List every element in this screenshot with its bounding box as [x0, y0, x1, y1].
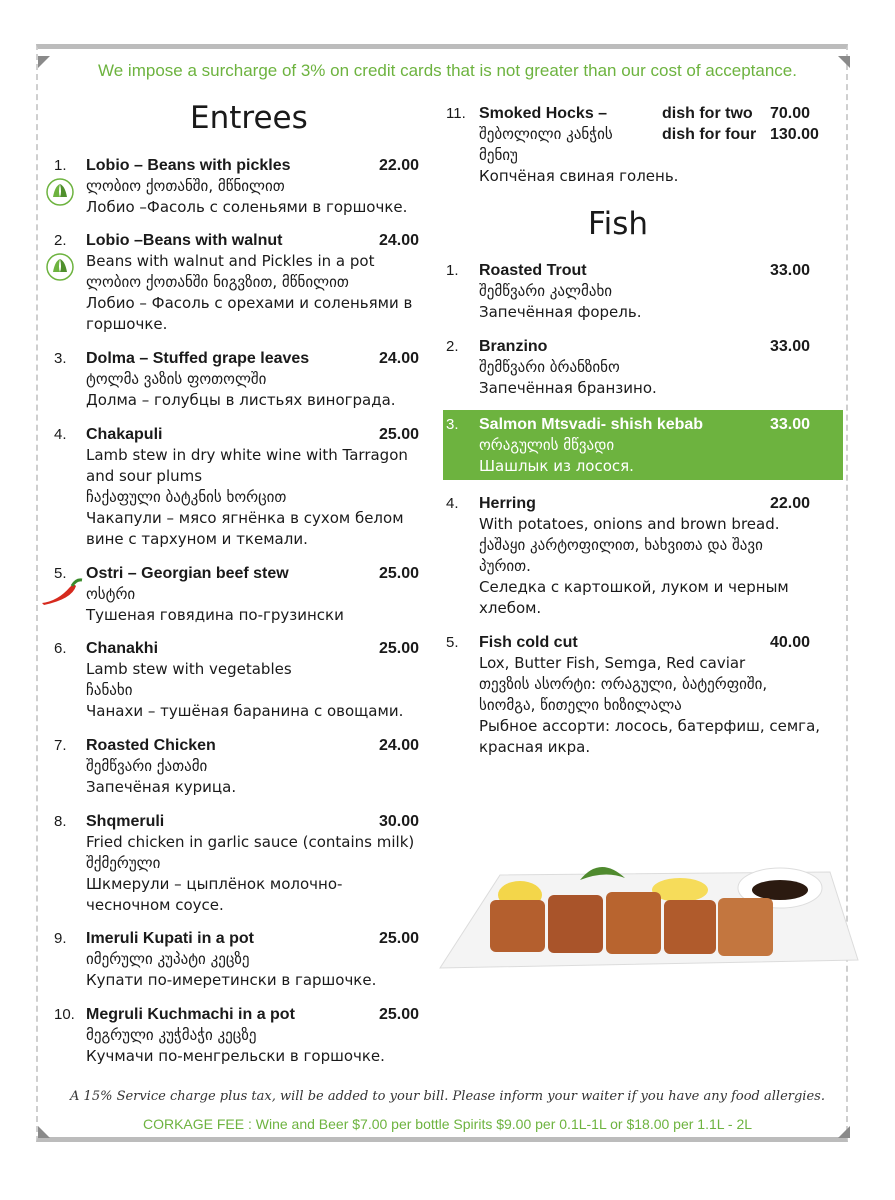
item-line: красная икра.	[479, 738, 591, 756]
item-price: 25.00	[379, 426, 420, 443]
item-price: 24.00	[379, 350, 420, 367]
item-line: ტოლმა ვაზის ფოთოლში	[86, 370, 267, 388]
item-name: Chanakhi	[86, 640, 159, 657]
item-number: 7.	[54, 737, 67, 754]
item-line: ლობიო ქოთანში ნიგვზით, მწნილით	[86, 273, 349, 291]
item-number: 5.	[446, 634, 459, 651]
corkage-fee-note: CORKAGE FEE : Wine and Beer $7.00 per bottle Spirits $9.00 per 0.1L-1L or $18.00 per 1.1L - 2L	[142, 1116, 753, 1132]
item-line: Рыбное ассорти: лосось, батерфиш, семга,	[479, 717, 821, 735]
item-price: 130.00	[770, 126, 819, 143]
item-name: Salmon Mtsvadi- shish kebab	[479, 416, 704, 433]
item-line: ქაშაყი კარტოფილით, ხახვითა და შავი	[479, 536, 763, 554]
option-dish-for-two: dish for two	[662, 105, 753, 122]
item-name: Chakapuli	[86, 426, 163, 443]
fish-title: Fish	[588, 206, 648, 242]
item-line: Лобио – Фасоль с орехами и соленьями в	[86, 294, 413, 312]
item-line: Кучмачи по-менгрельски в горшочке.	[86, 1047, 385, 1065]
item-line: Шкмерули – цыплёнок молочно-	[86, 875, 343, 893]
item-line: Beans with walnut and Pickles in a pot	[86, 252, 375, 270]
item-price: 70.00	[770, 105, 811, 122]
item-line: Купати по-имеретински в гаршочке.	[86, 971, 377, 989]
surcharge-notice: We impose a surcharge of 3% on credit cards that is not greater than our cost of acceptance.	[98, 61, 797, 80]
item-price: 40.00	[770, 634, 811, 651]
item-name: Megruli Kuchmachi in a pot	[86, 1006, 295, 1023]
item-line: პურით.	[479, 557, 531, 575]
item-line: შემწვარი ბრანზინო	[479, 358, 620, 376]
item-name: Herring	[479, 495, 536, 512]
item-name: Fish cold cut	[479, 634, 578, 651]
item-price: 25.00	[379, 640, 420, 657]
item-number: 1.	[54, 157, 67, 174]
item-line: Тушеная говядина по-грузински	[86, 606, 344, 624]
item-line: Лобио –Фасоль с соленьями в горшочке.	[86, 198, 408, 216]
service-charge-note: A 15% Service charge plus tax, will be added to your bill. Please inform your waiter if you have any food allergies.	[70, 1089, 825, 1104]
item-name: Lobio –Beans with walnut	[86, 232, 283, 249]
item-number: 1.	[446, 262, 459, 279]
item-price: 33.00	[770, 338, 811, 355]
item-line: Копчёная свиная голень.	[479, 167, 679, 185]
vegetarian-icon	[45, 177, 75, 207]
salmon-dish-image	[430, 850, 860, 980]
item-line: ორაგულის მწვადი	[479, 436, 615, 454]
item-price: 24.00	[379, 232, 420, 249]
item-price: 25.00	[379, 565, 420, 582]
item-number: 3.	[446, 416, 459, 433]
item-line: შემწვარი ქათამი	[86, 757, 208, 775]
item-number: 4.	[446, 495, 459, 512]
item-line: ჩაქაფული ბატკნის ხორცით	[86, 488, 287, 506]
vegetarian-icon	[45, 252, 75, 282]
item-number: 8.	[54, 813, 67, 830]
item-line: Fried chicken in garlic sauce (contains milk)	[86, 833, 415, 851]
item-line: Селедка с картошкой, луком и черным	[479, 578, 789, 596]
chili-pepper-icon	[40, 577, 84, 607]
item-line: მენიუ	[479, 146, 518, 164]
item-name: Ostri – Georgian beef stew	[86, 565, 289, 582]
item-line: Долма – голубцы в листьях винограда.	[86, 391, 396, 409]
item-name: Roasted Trout	[479, 262, 587, 279]
item-price: 25.00	[379, 930, 420, 947]
item-number: 2.	[54, 232, 67, 249]
item-number: 6.	[54, 640, 67, 657]
item-line: მეგრული კუჭმაჭი კეცზე	[86, 1026, 257, 1044]
item-line: чесночном соусе.	[86, 896, 224, 914]
item-number: 3.	[54, 350, 67, 367]
item-number: 2.	[446, 338, 459, 355]
item-name: Lobio – Beans with pickles	[86, 157, 291, 174]
item-line: ჩანახი	[86, 681, 133, 699]
item-price: 30.00	[379, 813, 420, 830]
item-price: 33.00	[770, 416, 811, 433]
item-line: With potatoes, onions and brown bread.	[479, 515, 780, 533]
item-price: 25.00	[379, 1006, 420, 1023]
item-line: хлебом.	[479, 599, 542, 617]
item-name: Imeruli Kupati in a pot	[86, 930, 255, 947]
item-line: Чакапули – мясо ягнёнка в сухом белом	[86, 509, 404, 527]
item-line: Запечённая форель.	[479, 303, 642, 321]
item-price: 24.00	[379, 737, 420, 754]
item-line: Lox, Butter Fish, Semga, Red caviar	[479, 654, 746, 672]
item-name: Roasted Chicken	[86, 737, 216, 754]
item-line: горшочке.	[86, 315, 168, 333]
item-name: Smoked Hocks –	[479, 105, 608, 122]
item-line: თევზის ასორტი: ორაგული, ბატერფიში,	[479, 675, 768, 693]
item-line: Запечённая бранзино.	[479, 379, 657, 397]
item-number: 4.	[54, 426, 67, 443]
item-price: 22.00	[379, 157, 420, 174]
item-line: Шашлык из лосося.	[479, 457, 634, 475]
item-number: 10.	[54, 1006, 75, 1023]
item-line: and sour plums	[86, 467, 203, 485]
item-line: შებოლილი კანჭის	[479, 125, 613, 143]
item-line: ლობიო ქოთანში, მწნილით	[86, 177, 285, 195]
item-line: შქმერული	[86, 854, 161, 872]
item-line: შემწვარი კალმახი	[479, 282, 613, 300]
item-name: Shqmeruli	[86, 813, 165, 830]
entrees-title: Entrees	[190, 100, 308, 136]
item-line: Lamb stew in dry white wine with Tarragon	[86, 446, 408, 464]
item-line: Lamb stew with vegetables	[86, 660, 292, 678]
option-dish-for-four: dish for four	[662, 126, 757, 143]
item-line: вине с тархуном и ткемали.	[86, 530, 308, 548]
item-number: 9.	[54, 930, 67, 947]
item-line: იმერული კუპატი კეცზე	[86, 950, 250, 968]
item-name: Branzino	[479, 338, 548, 355]
item-number: 5.	[54, 565, 67, 582]
item-price: 22.00	[770, 495, 811, 512]
item-line: Запечёная курица.	[86, 778, 237, 796]
item-line: ოსტრი	[86, 585, 136, 603]
item-line: Чанахи – тушёная баранина с овощами.	[86, 702, 404, 720]
item-name: Dolma – Stuffed grape leaves	[86, 350, 310, 367]
item-price: 33.00	[770, 262, 811, 279]
item-number: 11.	[446, 105, 466, 122]
item-line: სიომგა, წითელი ხიზილალა	[479, 696, 682, 714]
